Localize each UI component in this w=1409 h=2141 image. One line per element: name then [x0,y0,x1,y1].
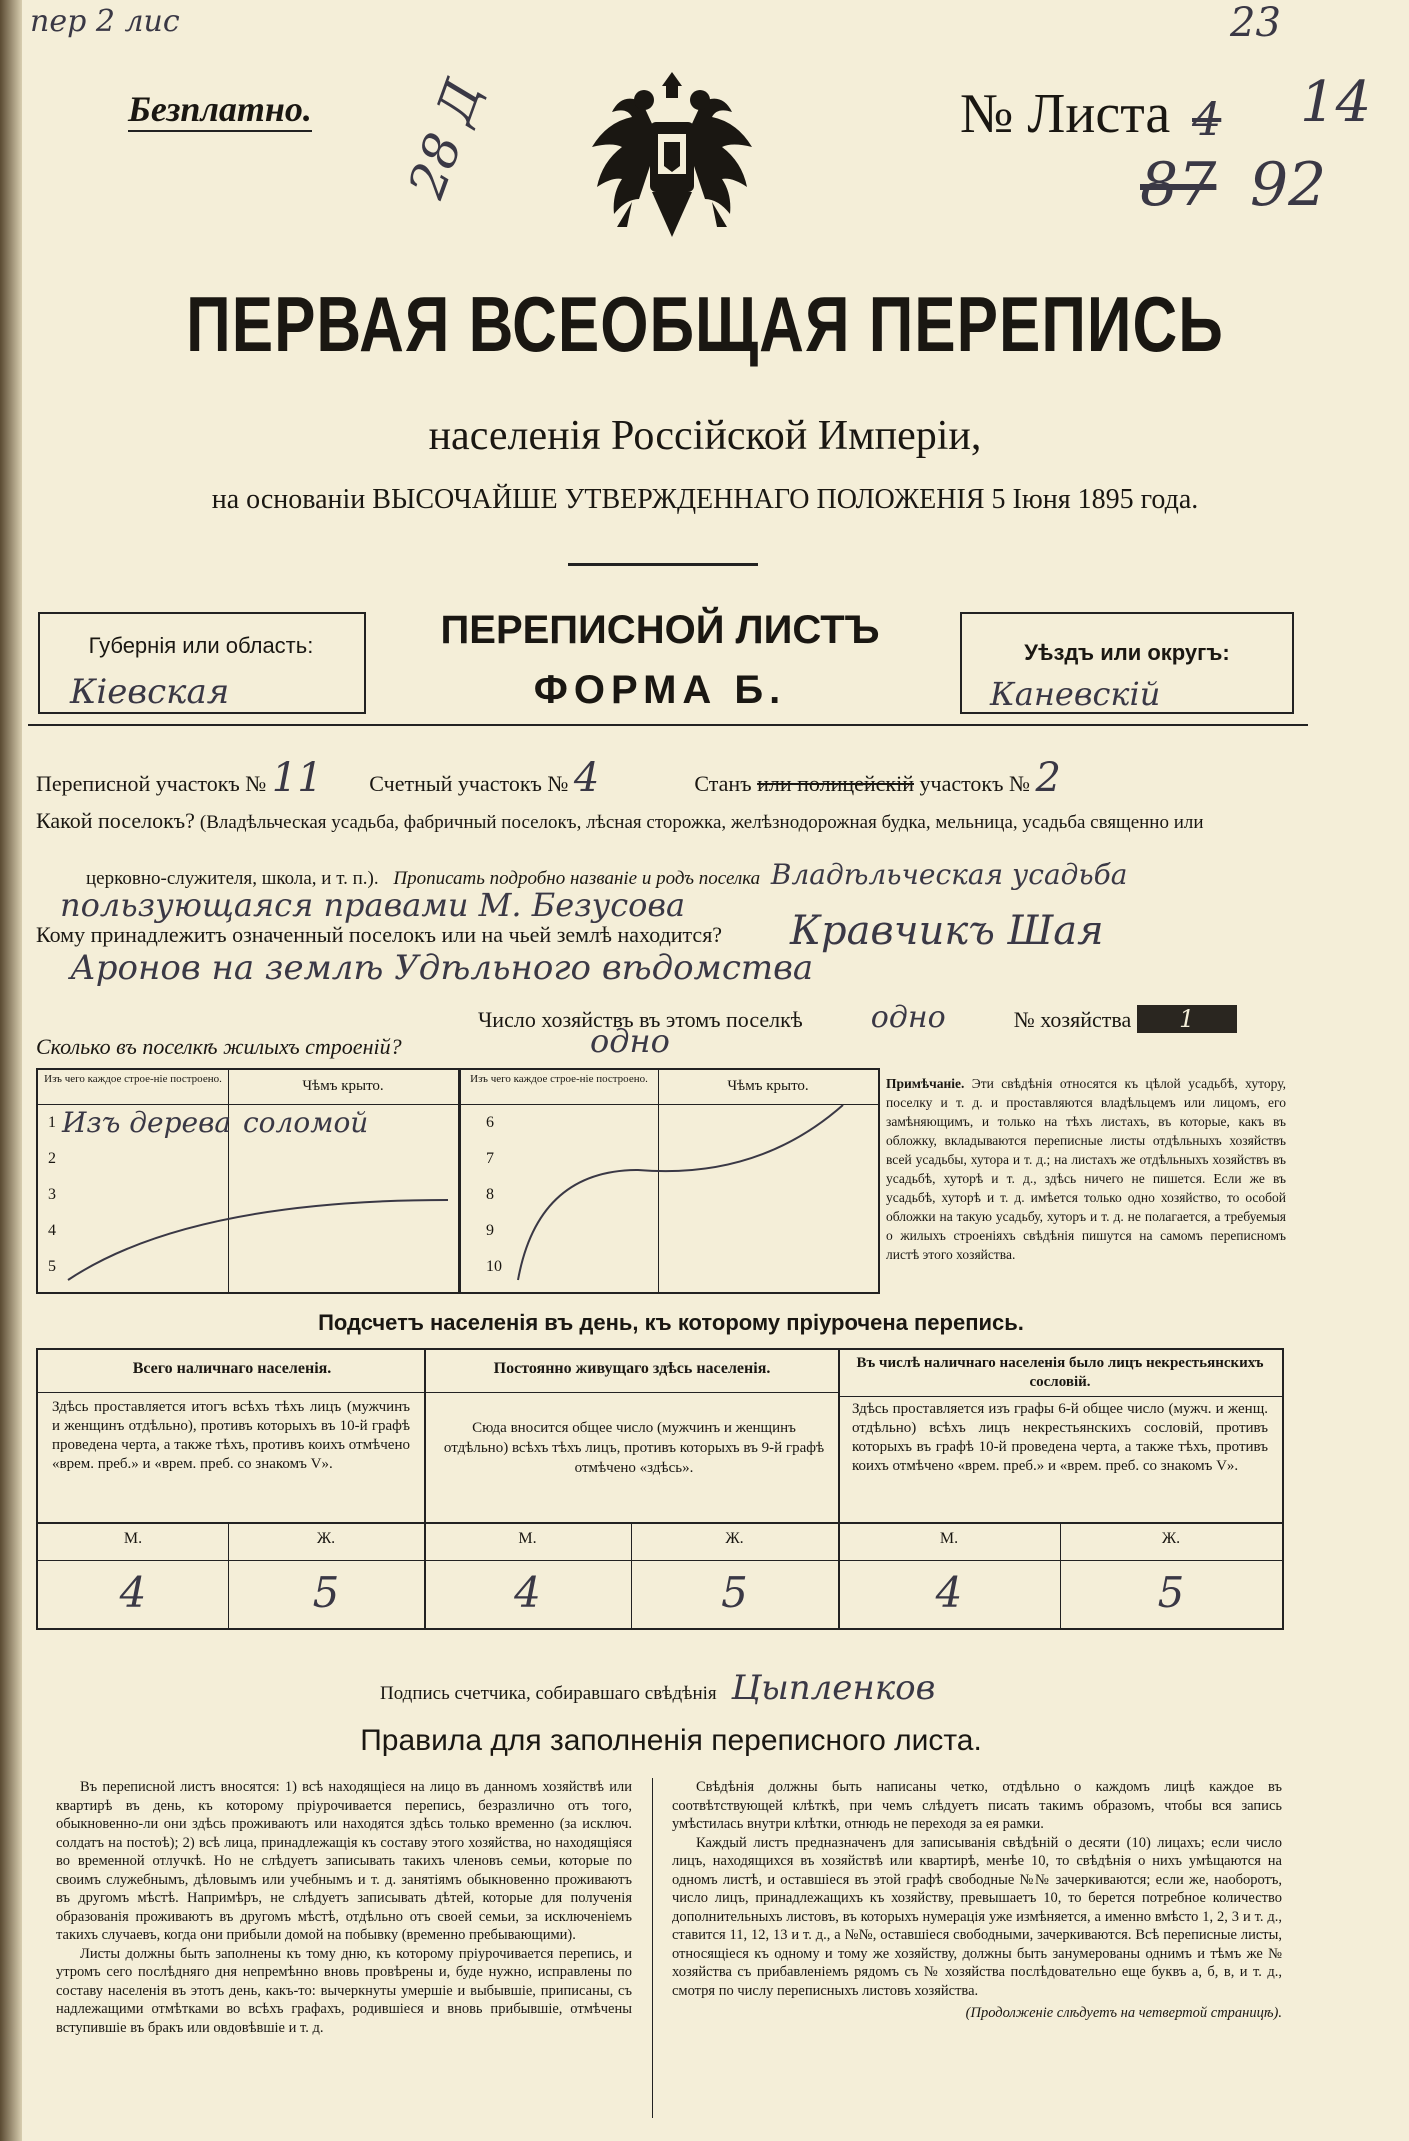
owner-answer-1[interactable]: Кравчикъ Шая [790,908,1104,954]
title-divider [568,563,758,566]
corner-note: пер 2 лис [30,4,180,39]
census-district-row [36,755,1316,801]
population-table [36,1348,1284,1630]
stan-value[interactable]: 2 [1035,755,1061,801]
buildings-table [36,1068,880,1294]
strike-curve-left [38,1070,458,1292]
stan-label: Станъ [694,771,752,796]
sheet-no-new: 14 [1300,70,1372,135]
double-headed-eagle-icon [572,62,772,252]
male-label: М. [518,1530,537,1547]
buildings-row-num: 7 [486,1150,494,1167]
stan-struck-text: или полицейскій [757,771,914,796]
female-label: Ж. [316,1530,336,1547]
rules-divider [652,1778,653,2118]
settlement-instruction: Прописать подробно названіе и родъ поселка [393,868,761,889]
buildings-col3-header: Изъ чего каждое строе-ніе построено. [470,1073,648,1085]
uezd-label: Уѣздъ или округъ: [1024,640,1230,665]
rules-left-paragraph-2: Листы должны быть заполнены къ тому дню, къ которому пріурочивается перепись, и утромъ сего послѣдняго дня непремѣнно вновь провѣрены и, буде нужно, исправлены по составу населенія въ этотъ день, какъ-то: вычеркнуты умершіе и выбывшіе, приписаны, съ надлежащими отмѣтками во всѣхъ графахъ, родившіеся и вновь прибывшіе, отмѣчены вступившіе въ бракъ или овдовѣвшіе и т. д. [56,1945,632,2036]
building-roof-entry[interactable]: соломой [243,1106,369,1139]
buildings-row-num: 4 [48,1222,56,1239]
gubernia-label: Губернія или область: [88,633,314,658]
rules-left-col [56,1778,632,2037]
sheet-no-old: 4 [1192,92,1222,146]
male-label: М. [123,1530,143,1547]
female-label: Ж. [1161,1530,1181,1547]
buildings-row-num: 10 [486,1258,502,1275]
owner-question: Кому принадлежитъ означенный поселокъ или на чьей землѣ находится? [36,922,723,947]
population-nonpeasant-male[interactable]: 4 [935,1568,963,1617]
settlement-answer-2[interactable]: пользующаяся правами М. Безусова [60,886,686,924]
rules-heading: Правила для заполненія переписного листа. [360,1724,982,1757]
settlement-question: Какой поселокъ? [36,808,195,833]
strike-curve-right [458,1070,878,1292]
buildings-row-num: 3 [48,1186,56,1203]
stan-suffix: участокъ № [919,771,1030,796]
owner-answer-2[interactable]: Аронов на землѣ Удѣльного вѣдомства [70,948,814,988]
note-text: Эти свѣдѣнія относятся къ цѣлой усадьбѣ, хутору, поселку и т. д. и проставляются владѣльцемъ или лицомъ, его замѣняющимъ, и только на тѣхъ листахъ, въ которые, какъ въ обложку, вкладываются переписные листы отдѣльныхъ хозяйствъ всей усадьбы, хутора и т. д.; на листахъ же отдѣльныхъ хозяйствъ въ усадьбѣ, хуторѣ и т. д., здѣсь ничего не пишется. Если же въ усадьбѣ, хуторѣ и т. д. имѣется только одно хозяйство, то особой обложки на такую усадьбу, хуторъ и т. д. не полагается, а требуемыя о жилыхъ строеніяхъ свѣдѣнія пишутся на самомъ переписномъ листѣ этого хозяйства. [886,1076,1286,1262]
form-title: ФОРМА Б. [533,668,787,712]
households-value[interactable]: одно [870,1000,946,1035]
page-subtitle: населенія Россійской Имперіи, [428,413,982,459]
buildings-row-num: 8 [486,1186,494,1203]
households-label: Число хозяйствъ въ этомъ поселкѣ [478,1007,803,1032]
population-resident-male[interactable]: 4 [514,1568,541,1617]
buildings-row-num: 9 [486,1222,494,1239]
rules-right-paragraph-1: Свѣдѣнія должны быть написаны четко, отдѣльно о каждомъ лицѣ каждое въ соотвѣтствующей клѣткѣ, при чемъ слѣдуетъ писать такимъ образомъ, чтобы вся запись умѣстилась внутри клѣтки, отнюдь не переходя за ея рамки. [672,1779,1282,1832]
building-material-entry[interactable]: Изъ дерева [62,1106,232,1139]
population-col1-text: Здѣсь проставляется итогъ всѣхъ тѣхъ лицъ (мужчинъ и женщинъ отдѣльно), противъ которыхъ въ 10-й графѣ проведена черта, а также тѣхъ, противъ коихъ отмѣчено «врем. преб.» и «врем. преб. со знакомъ V». [52,1399,410,1472]
rules-right-paragraph-2: Каждый листъ предназначенъ для записыванія свѣдѣній о десяти (10) лицахъ; если число лицъ, находящихся въ хозяйствѣ или квартирѣ, менѣе 10, то свѣдѣнія о нихъ умѣщаются на одномъ листѣ, и оставшіеся въ этой графѣ свободные №№ зачеркиваются; если же, наоборотъ, число лицъ, принадлежащихъ къ хозяйству, превышаетъ 10, то берется потребное количество дополнительныхъ листовъ, въ которыхъ нумерація уже измѣняется, а именно вмѣсто 1, 2, 3 и т. д., ставится 11, 12, 13 и т. д., а №№, оставшіеся свободными, зачеркиваются. Всѣ переписные листы, относящіеся къ одному и тому же хозяйству, должны быть занумерованы однимъ и тѣмъ же № хозяйства съ прибавленіемъ рядомъ съ № хозяйства послѣдовательно еще буквъ а, б, в, и т. д., смотря по числу переписныхъ листовъ хозяйства. [672,1834,1282,1999]
header-rule [28,724,1308,726]
buildings-row-num: 1 [48,1114,56,1131]
signature-value[interactable]: Цыпленков [731,1668,936,1708]
buildings-row-num: 5 [48,1258,56,1275]
census-district-label: Переписной участокъ № [36,771,267,796]
margin-note: 28 Д [397,72,493,206]
population-total-male[interactable]: 4 [119,1568,147,1617]
buildings-col2-header: Чѣмъ крыто. [302,1078,384,1094]
count-district-value[interactable]: 4 [573,755,600,801]
sheet-no-label: № Листа [960,83,1171,145]
free-label: Безплатно. [128,88,312,132]
household-no-value[interactable]: 1 [1137,1005,1237,1033]
gubernia-value[interactable]: Кіевская [70,672,230,712]
household-no-label: № хозяйства [1013,1007,1132,1032]
buildings-note [886,1074,1286,1264]
paper-edge [0,0,22,2141]
rules-left-paragraph-1: Въ переписной листъ вносятся: 1) всѣ находящіеся на лицо въ данномъ хозяйствѣ или квартирѣ въ день, къ которому пріурочивается перепись, безразлично отъ того, обыкновенно-ли они здѣсь проживаютъ или находятся здѣсь только временно (за исключ. солдатъ на постоѣ); 2) всѣ лица, принадлежащія къ составу этого хозяйства, но находящіяся во временной отлучкѣ. Но не слѣдуетъ записывать такихъ членовъ семьи, которые по своимъ служебнымъ, дѣловымъ или учебнымъ и т. д. занятіямъ обыкновенно проживаютъ въ другомъ мѣстѣ. Напримѣръ, не слѣдуетъ записывать дѣтей, которые для полученія образованія проживаютъ въ другомъ мѣстѣ, отдѣльно отъ своей семьи, за исключеніемъ такихъ случаевъ, когда они прибыли домой на побывку (временно пребывающими). [56,1779,632,1943]
population-col1-title: Всего наличнаго населенія. [132,1360,332,1377]
population-nonpeasant-female[interactable]: 5 [1157,1568,1185,1617]
note-label: Примѣчаніе. [886,1076,965,1091]
settlement-hint2: церковно-служителя, школа, и т. п.). [86,868,379,889]
signature-label: Подпись счетчика, собиравшаго свѣдѣнія [380,1683,717,1704]
buildings-answer[interactable]: одно [590,1022,670,1060]
population-col2-title: Постоянно живущаго здѣсь населенія. [493,1360,771,1377]
rules-right-col [672,1778,1282,2023]
settlement-hint: (Владѣльческая усадьба, фабричный поселокъ, лѣсная сторожка, желѣзнодорожная будка, мельница, усадьба священно или [199,812,1204,833]
buildings-col1-header: Изъ чего каждое строе-ніе построено. [44,1073,222,1085]
sheet-no-alt1: 87 [1140,150,1217,220]
uezd-value[interactable]: Каневскій [990,675,1161,713]
buildings-col4-header: Чѣмъ крыто. [727,1078,809,1094]
buildings-question: Сколько въ поселкѣ жилыхъ строеній? [36,1034,402,1059]
population-resident-female[interactable]: 5 [721,1568,748,1617]
buildings-row-num: 6 [486,1114,494,1131]
page-title: ПЕРВАЯ ВСЕОБЩАЯ ПЕРЕПИСЬ [186,282,1224,369]
corner-number: 23 [1230,0,1281,46]
sheet-no-alt2: 92 [1250,150,1327,220]
population-col3-text: Здѣсь проставляется изъ графы 6-й общее число (мужч. и женщ. отдѣльно) всѣхъ лицъ некрестьянскихъ сословій, противъ которыхъ въ графѣ 10-й проведена черта, а также тѣхъ, противъ коихъ отмѣчено «врем. преб.» и «врем. преб. со знакомъ V». [852,1401,1268,1474]
sheet-title: ПЕРЕПИСНОЙ ЛИСТЪ [440,608,880,652]
female-label: Ж. [725,1530,744,1547]
signature-row [380,1668,935,1708]
population-heading: Подсчетъ населенія въ день, къ которому пріурочена перепись. [318,1310,1024,1335]
population-total-female[interactable]: 5 [312,1568,340,1617]
population-col2-text: Сюда вносится общее число (мужчинъ и женщинъ отдѣльно) всѣхъ тѣхъ лицъ, противъ которыхъ въ 9-й графѣ отмѣчено «здѣсь». [443,1420,825,1476]
male-label: М. [939,1530,959,1547]
count-district-label: Счетный участокъ № [369,771,569,796]
population-col3-title: Въ числѣ наличнаго населенія было лицъ некрестьянскихъ сословій. [856,1355,1264,1390]
settlement-question-row [36,808,1326,834]
rules-continued: (Продолженіе слѣдуетъ на четвертой страницѣ). [965,2005,1282,2021]
title-basis: на основаніи ВЫСОЧАЙШЕ УТВЕРЖДЕННАГО ПОЛОЖЕНІЯ 5 Іюня 1895 года. [211,484,1199,515]
census-district-value[interactable]: 11 [271,755,323,801]
buildings-row-num: 2 [48,1150,56,1167]
settlement-answer-1[interactable]: Владѣльческая усадьба [770,858,1128,891]
